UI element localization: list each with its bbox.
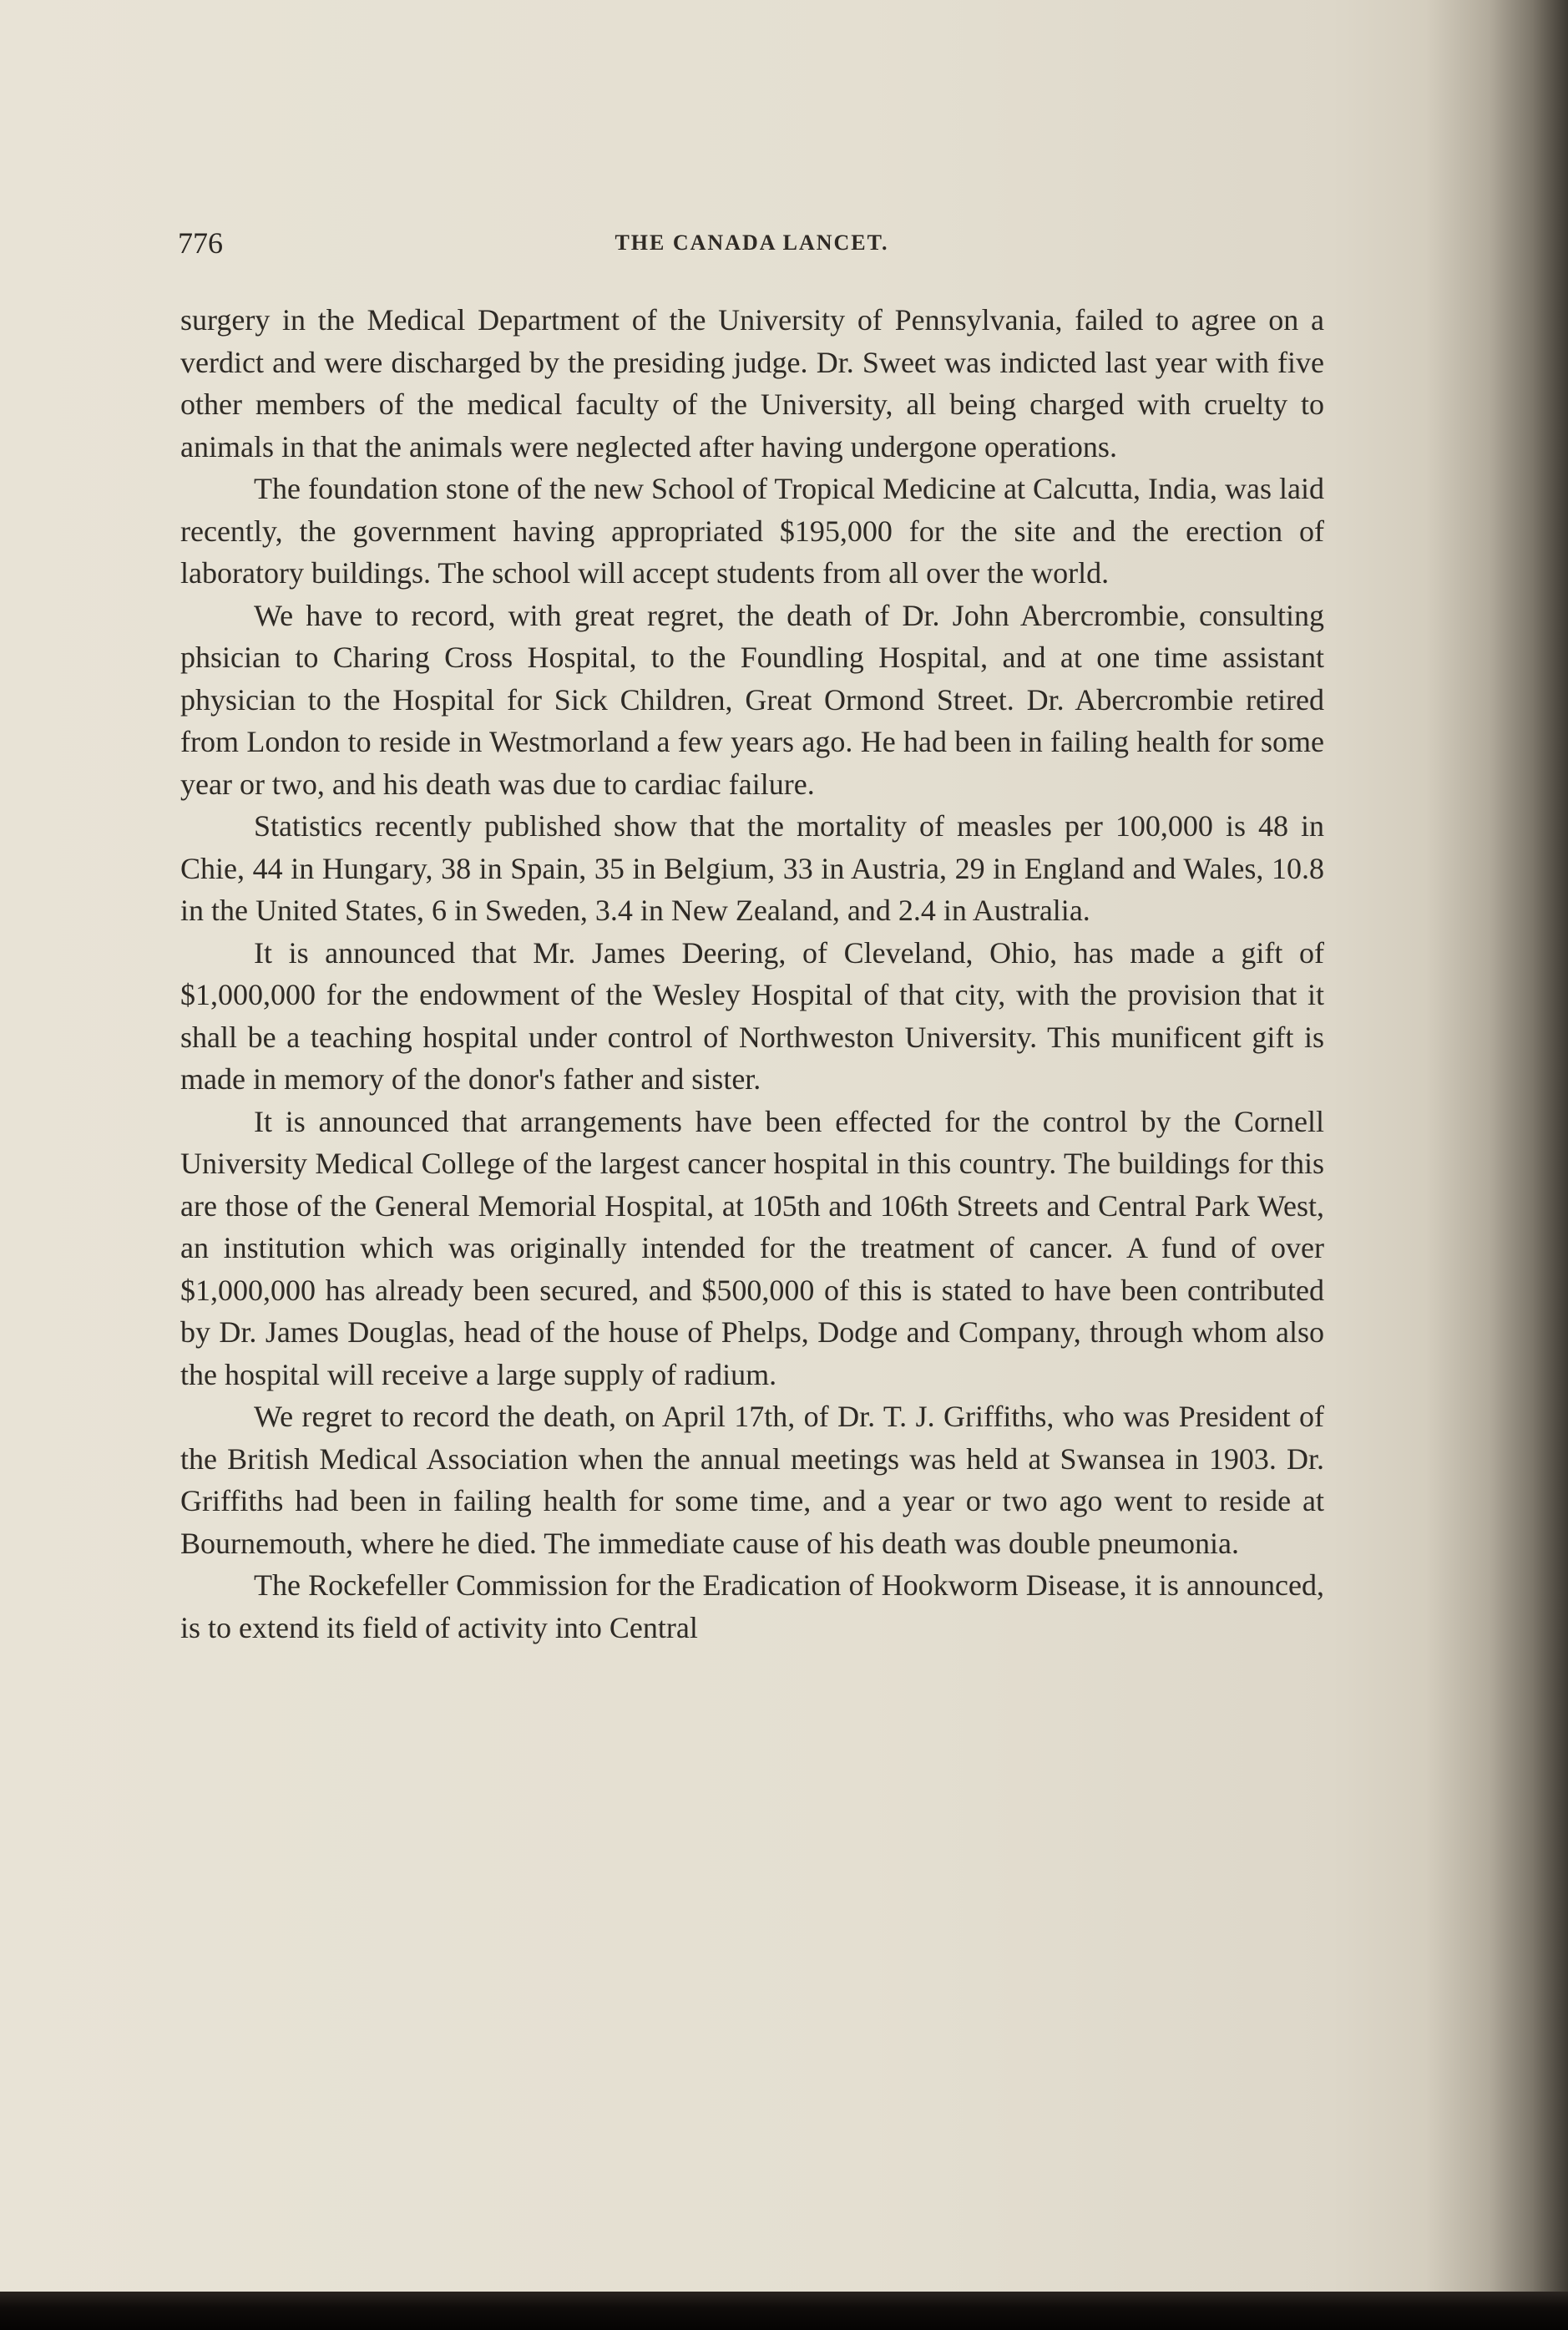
paragraph-cornell-cancer-hospital: It is announced that arrangements have been effected for the control by the Cornell University Medical College of the largest cancer hospital in this country. The buildings for this are those of the General Memorial Hospital, at 105th and 106th Streets and Central Park West, an institution which was originally intended for the treatment of cancer. A fund of over $1,000,000 has already been secured, and $500,000 of this is stated to have been contributed by Dr. James Douglas, head of the house of Phelps, Dodge and Company, through whom also the hospital will receive a large supply of radium.	[180, 1104, 1324, 1391]
paragraph-griffiths-obituary: We regret to record the death, on April 17th, of Dr. T. J. Griffiths, who was President of the British Medical Association when the annual meetings was held at Swansea in 1903. Dr. Griffiths had been in failing health for some time, and a year or two ago went to reside at Bournemouth, where he died. The immediate cause of his death was double pneumonia.	[180, 1400, 1324, 1560]
paragraph-measles-statistics: Statistics recently published show that the mortality of measles per 100,000 is 48 in Chie, 44 in Hungary, 38 in Spain, 35 in Belgium, 33 in Austria, 29 in England and Wales, 10.8 in the United States, 6 in Sweden, 3.4 in New Zealand, and 2.4 in Australia.	[180, 809, 1324, 927]
paragraph-tropical-medicine: The foundation stone of the new School of Tropical Medicine at Calcutta, India, was laid recently, the government having appropriated $195,000 for the site and the erection of laboratory buildings. The school will accept students from all over the world.	[180, 472, 1324, 590]
spine-shadow	[1426, 0, 1568, 2330]
paragraph-abercrombie-obituary: We have to record, with great regret, the death of Dr. John Abercrombie, consulting phsician to Charing Cross Hospital, to the Foundling Hospital, and at one time assistant physician to the Hospital for Sick Children, Great Ormond Street. Dr. Abercrombie retired from London to reside in Westmorland a few years ago. He had been in failing health for some year or two, and his death was due to cardiac failure.	[180, 598, 1324, 801]
paragraph-sweet-trial: surgery in the Medical Department of the University of Pennsylvania, failed to agree on a verdict and were discharged by the presiding judge. Dr. Sweet was indicted last year with five other members of the medical faculty of the University, all being charged with cruelty to animals in that the animals were neglected after having undergone operations.	[180, 303, 1324, 463]
running-title: THE CANADA LANCET.	[615, 230, 889, 255]
paragraph-deering-gift: It is announced that Mr. James Deering, of Cleveland, Ohio, has made a gift of $1,000,000 for the endowment of the Wesley Hospital of that city, with the provision that it shall be a teaching hospital under control of Northweston University. This munificent gift is made in memory of the donor's father and sister.	[180, 935, 1324, 1096]
page-number: 776	[178, 226, 223, 260]
page-header	[178, 225, 1326, 276]
paragraph-rockefeller-commission: The Rockefeller Commission for the Eradication of Hookworm Disease, it is announced, is to extend its field of activity into Central	[180, 1568, 1324, 1644]
page-bottom-edge	[0, 2292, 1568, 2330]
article-body	[180, 299, 1324, 1649]
